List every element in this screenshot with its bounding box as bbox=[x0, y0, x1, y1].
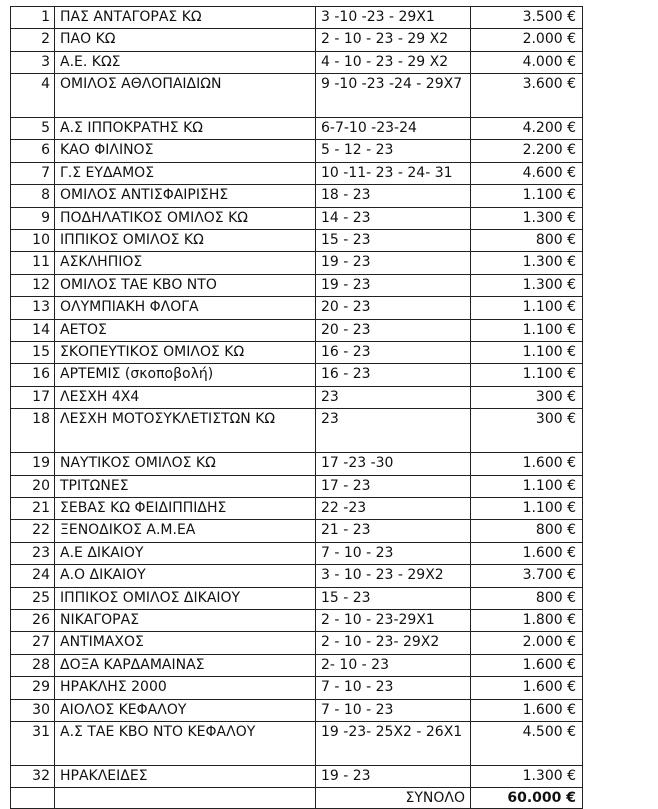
club-name: ΙΠΠΙΚΟΣ ΟΜΙΛΟΣ ΔΙΚΑΙΟΥ bbox=[55, 587, 316, 609]
club-name: ΗΡΑΚΛΗΣ 2000 bbox=[55, 677, 316, 699]
event-dates: 2- 10 - 23 bbox=[316, 654, 471, 676]
club-name: Α.Σ ΙΠΠΟΚΡΑΤΗΣ ΚΩ bbox=[55, 118, 316, 140]
row-number: 32 bbox=[11, 765, 55, 787]
row-number: 14 bbox=[11, 319, 55, 341]
row-number: 6 bbox=[11, 140, 55, 162]
row-number: 29 bbox=[11, 677, 55, 699]
table-row bbox=[11, 319, 583, 341]
club-name: ΤΡΙΤΩΝΕΣ bbox=[55, 475, 316, 497]
table-row bbox=[11, 140, 583, 162]
amount: 1.300 € bbox=[471, 765, 583, 787]
table-row bbox=[11, 51, 583, 73]
event-dates: 18 - 23 bbox=[316, 185, 471, 207]
row-number: 26 bbox=[11, 609, 55, 631]
club-name: ΟΜΙΛΟΣ ΤΑΕ ΚΒΟ ΝΤΟ bbox=[55, 274, 316, 296]
club-name: ΑΕΤΟΣ bbox=[55, 319, 316, 341]
amount: 2.000 € bbox=[471, 632, 583, 654]
total-empty-cell bbox=[11, 788, 55, 809]
amount: 300 € bbox=[471, 386, 583, 408]
amount: 4.600 € bbox=[471, 162, 583, 184]
table-row bbox=[11, 185, 583, 207]
amount: 800 € bbox=[471, 520, 583, 542]
club-name: ΣΕΒΑΣ ΚΩ ΦΕΙΔΙΠΠΙΔΗΣ bbox=[55, 497, 316, 519]
event-dates: 2 - 10 - 23- 29Χ2 bbox=[316, 632, 471, 654]
event-dates: 16 - 23 bbox=[316, 342, 471, 364]
club-name: ΛΕΣΧΗ ΜΟΤΟΣΥΚΛΕΤΙΣΤΩΝ ΚΩ bbox=[55, 409, 316, 453]
event-dates: 20 - 23 bbox=[316, 319, 471, 341]
amount: 1.300 € bbox=[471, 252, 583, 274]
event-dates: 15 - 23 bbox=[316, 587, 471, 609]
amount: 3.600 € bbox=[471, 74, 583, 118]
event-dates: 21 - 23 bbox=[316, 520, 471, 542]
table-row bbox=[11, 632, 583, 654]
table-body bbox=[11, 7, 583, 788]
row-number: 31 bbox=[11, 721, 55, 765]
event-dates: 20 - 23 bbox=[316, 297, 471, 319]
event-dates: 5 - 12 - 23 bbox=[316, 140, 471, 162]
amount: 800 € bbox=[471, 587, 583, 609]
row-number: 30 bbox=[11, 699, 55, 721]
total-empty-cell bbox=[55, 788, 316, 809]
event-dates: 4 - 10 - 23 - 29 Χ2 bbox=[316, 51, 471, 73]
row-number: 13 bbox=[11, 297, 55, 319]
club-name: ΑΡΤΕΜΙΣ (σκοποβολή) bbox=[55, 364, 316, 386]
table-row bbox=[11, 207, 583, 229]
event-dates: 14 - 23 bbox=[316, 207, 471, 229]
table-row bbox=[11, 252, 583, 274]
table-row bbox=[11, 386, 583, 408]
event-dates: 7 - 10 - 23 bbox=[316, 542, 471, 564]
document-sheet bbox=[10, 6, 582, 809]
amount: 1.100 € bbox=[471, 497, 583, 519]
row-number: 15 bbox=[11, 342, 55, 364]
table-row bbox=[11, 162, 583, 184]
row-number: 17 bbox=[11, 386, 55, 408]
event-dates: 15 - 23 bbox=[316, 230, 471, 252]
club-name: ΠΑΟ ΚΩ bbox=[55, 29, 316, 51]
amount: 1.600 € bbox=[471, 542, 583, 564]
total-label: ΣΥΝΟΛΟ bbox=[316, 788, 471, 809]
row-number: 24 bbox=[11, 565, 55, 587]
total-amount: 60.000 € bbox=[471, 788, 583, 809]
event-dates: 22 -23 bbox=[316, 497, 471, 519]
club-name: ΟΜΙΛΟΣ ΑΝΤΙΣΦΑΙΡΙΣΗΣ bbox=[55, 185, 316, 207]
club-name: ΟΜΙΛΟΣ ΑΘΛΟΠΑΙΔΙΩΝ bbox=[55, 74, 316, 118]
table-row bbox=[11, 342, 583, 364]
allocation-table bbox=[10, 6, 583, 809]
table-row bbox=[11, 453, 583, 475]
row-number: 12 bbox=[11, 274, 55, 296]
event-dates: 3 -10 -23 - 29Χ1 bbox=[316, 7, 471, 29]
row-number: 28 bbox=[11, 654, 55, 676]
table-row bbox=[11, 520, 583, 542]
event-dates: 23 bbox=[316, 409, 471, 453]
club-name: ΟΛΥΜΠΙΑΚΗ ΦΛΟΓΑ bbox=[55, 297, 316, 319]
club-name: Α.Ε ΔΙΚΑΙΟΥ bbox=[55, 542, 316, 564]
amount: 1.100 € bbox=[471, 364, 583, 386]
club-name: Α.Ο ΔΙΚΑΙΟΥ bbox=[55, 565, 316, 587]
table-row bbox=[11, 475, 583, 497]
table-row bbox=[11, 29, 583, 51]
row-number: 16 bbox=[11, 364, 55, 386]
row-number: 19 bbox=[11, 453, 55, 475]
total-row bbox=[11, 788, 583, 809]
amount: 1.600 € bbox=[471, 453, 583, 475]
amount: 1.100 € bbox=[471, 297, 583, 319]
row-number: 10 bbox=[11, 230, 55, 252]
club-name: ΔΟΞΑ ΚΑΡΔΑΜΑΙΝΑΣ bbox=[55, 654, 316, 676]
row-number: 25 bbox=[11, 587, 55, 609]
amount: 800 € bbox=[471, 230, 583, 252]
table-row bbox=[11, 565, 583, 587]
row-number: 8 bbox=[11, 185, 55, 207]
amount: 3.500 € bbox=[471, 7, 583, 29]
amount: 1.100 € bbox=[471, 342, 583, 364]
row-number: 5 bbox=[11, 118, 55, 140]
row-number: 4 bbox=[11, 74, 55, 118]
row-number: 22 bbox=[11, 520, 55, 542]
amount: 1.600 € bbox=[471, 677, 583, 699]
amount: 1.600 € bbox=[471, 699, 583, 721]
table-row bbox=[11, 7, 583, 29]
event-dates: 10 -11- 23 - 24- 31 bbox=[316, 162, 471, 184]
table-row bbox=[11, 497, 583, 519]
event-dates: 6-7-10 -23-24 bbox=[316, 118, 471, 140]
row-number: 27 bbox=[11, 632, 55, 654]
event-dates: 3 - 10 - 23 - 29Χ2 bbox=[316, 565, 471, 587]
table-row bbox=[11, 609, 583, 631]
amount: 3.700 € bbox=[471, 565, 583, 587]
row-number: 11 bbox=[11, 252, 55, 274]
club-name: ΚΑΟ ΦΙΛΙΝΟΣ bbox=[55, 140, 316, 162]
club-name: ΠΑΣ ΑΝΤΑΓΟΡΑΣ ΚΩ bbox=[55, 7, 316, 29]
table-row bbox=[11, 364, 583, 386]
table-row bbox=[11, 677, 583, 699]
amount: 1.100 € bbox=[471, 475, 583, 497]
amount: 1.300 € bbox=[471, 207, 583, 229]
club-name: ΞΕΝΟΔΙΚΟΣ Α.Μ.ΕΑ bbox=[55, 520, 316, 542]
row-number: 20 bbox=[11, 475, 55, 497]
amount: 1.600 € bbox=[471, 654, 583, 676]
table-row bbox=[11, 765, 583, 787]
amount: 1.300 € bbox=[471, 274, 583, 296]
amount: 4.000 € bbox=[471, 51, 583, 73]
event-dates: 23 bbox=[316, 386, 471, 408]
event-dates: 17 -23 -30 bbox=[316, 453, 471, 475]
club-name: ΠΟΔΗΛΑΤΙΚΟΣ ΟΜΙΛΟΣ ΚΩ bbox=[55, 207, 316, 229]
table-row bbox=[11, 409, 583, 453]
row-number: 2 bbox=[11, 29, 55, 51]
event-dates: 7 - 10 - 23 bbox=[316, 699, 471, 721]
amount: 300 € bbox=[471, 409, 583, 453]
table-row bbox=[11, 721, 583, 765]
club-name: ΝΑΥΤΙΚΟΣ ΟΜΙΛΟΣ ΚΩ bbox=[55, 453, 316, 475]
event-dates: 17 - 23 bbox=[316, 475, 471, 497]
event-dates: 19 - 23 bbox=[316, 252, 471, 274]
row-number: 1 bbox=[11, 7, 55, 29]
table-row bbox=[11, 542, 583, 564]
club-name: ΑΣΚΛΗΠΙΟΣ bbox=[55, 252, 316, 274]
club-name: ΣΚΟΠΕΥΤΙΚΟΣ ΟΜΙΛΟΣ ΚΩ bbox=[55, 342, 316, 364]
event-dates: 16 - 23 bbox=[316, 364, 471, 386]
club-name: ΛΕΣΧΗ 4Χ4 bbox=[55, 386, 316, 408]
club-name: Α.Ε. ΚΩΣ bbox=[55, 51, 316, 73]
club-name: Α.Σ ΤΑΕ ΚΒΟ ΝΤΟ ΚΕΦΑΛΟΥ bbox=[55, 721, 316, 765]
club-name: ΝΙΚΑΓΟΡΑΣ bbox=[55, 609, 316, 631]
event-dates: 2 - 10 - 23-29Χ1 bbox=[316, 609, 471, 631]
amount: 1.100 € bbox=[471, 185, 583, 207]
event-dates: 2 - 10 - 23 - 29 Χ2 bbox=[316, 29, 471, 51]
club-name: ΙΠΠΙΚΟΣ ΟΜΙΛΟΣ ΚΩ bbox=[55, 230, 316, 252]
table-row bbox=[11, 587, 583, 609]
row-number: 23 bbox=[11, 542, 55, 564]
table-row bbox=[11, 230, 583, 252]
event-dates: 19 -23- 25Χ2 - 26Χ1 bbox=[316, 721, 471, 765]
event-dates: 19 - 23 bbox=[316, 765, 471, 787]
table-row bbox=[11, 74, 583, 118]
table-row bbox=[11, 118, 583, 140]
event-dates: 9 -10 -23 -24 - 29Χ7 bbox=[316, 74, 471, 118]
amount: 1.100 € bbox=[471, 319, 583, 341]
club-name: ΑΙΟΛΟΣ ΚΕΦΑΛΟΥ bbox=[55, 699, 316, 721]
event-dates: 7 - 10 - 23 bbox=[316, 677, 471, 699]
row-number: 18 bbox=[11, 409, 55, 453]
amount: 4.200 € bbox=[471, 118, 583, 140]
club-name: ΗΡΑΚΛΕΙΔΕΣ bbox=[55, 765, 316, 787]
table-row bbox=[11, 297, 583, 319]
row-number: 7 bbox=[11, 162, 55, 184]
club-name: Γ.Σ ΕΥΔΑΜΟΣ bbox=[55, 162, 316, 184]
table-row bbox=[11, 699, 583, 721]
table-row bbox=[11, 274, 583, 296]
amount: 1.800 € bbox=[471, 609, 583, 631]
row-number: 21 bbox=[11, 497, 55, 519]
amount: 2.200 € bbox=[471, 140, 583, 162]
club-name: ΑΝΤΙΜΑΧΟΣ bbox=[55, 632, 316, 654]
amount: 4.500 € bbox=[471, 721, 583, 765]
table-row bbox=[11, 654, 583, 676]
amount: 2.000 € bbox=[471, 29, 583, 51]
row-number: 9 bbox=[11, 207, 55, 229]
event-dates: 19 - 23 bbox=[316, 274, 471, 296]
row-number: 3 bbox=[11, 51, 55, 73]
